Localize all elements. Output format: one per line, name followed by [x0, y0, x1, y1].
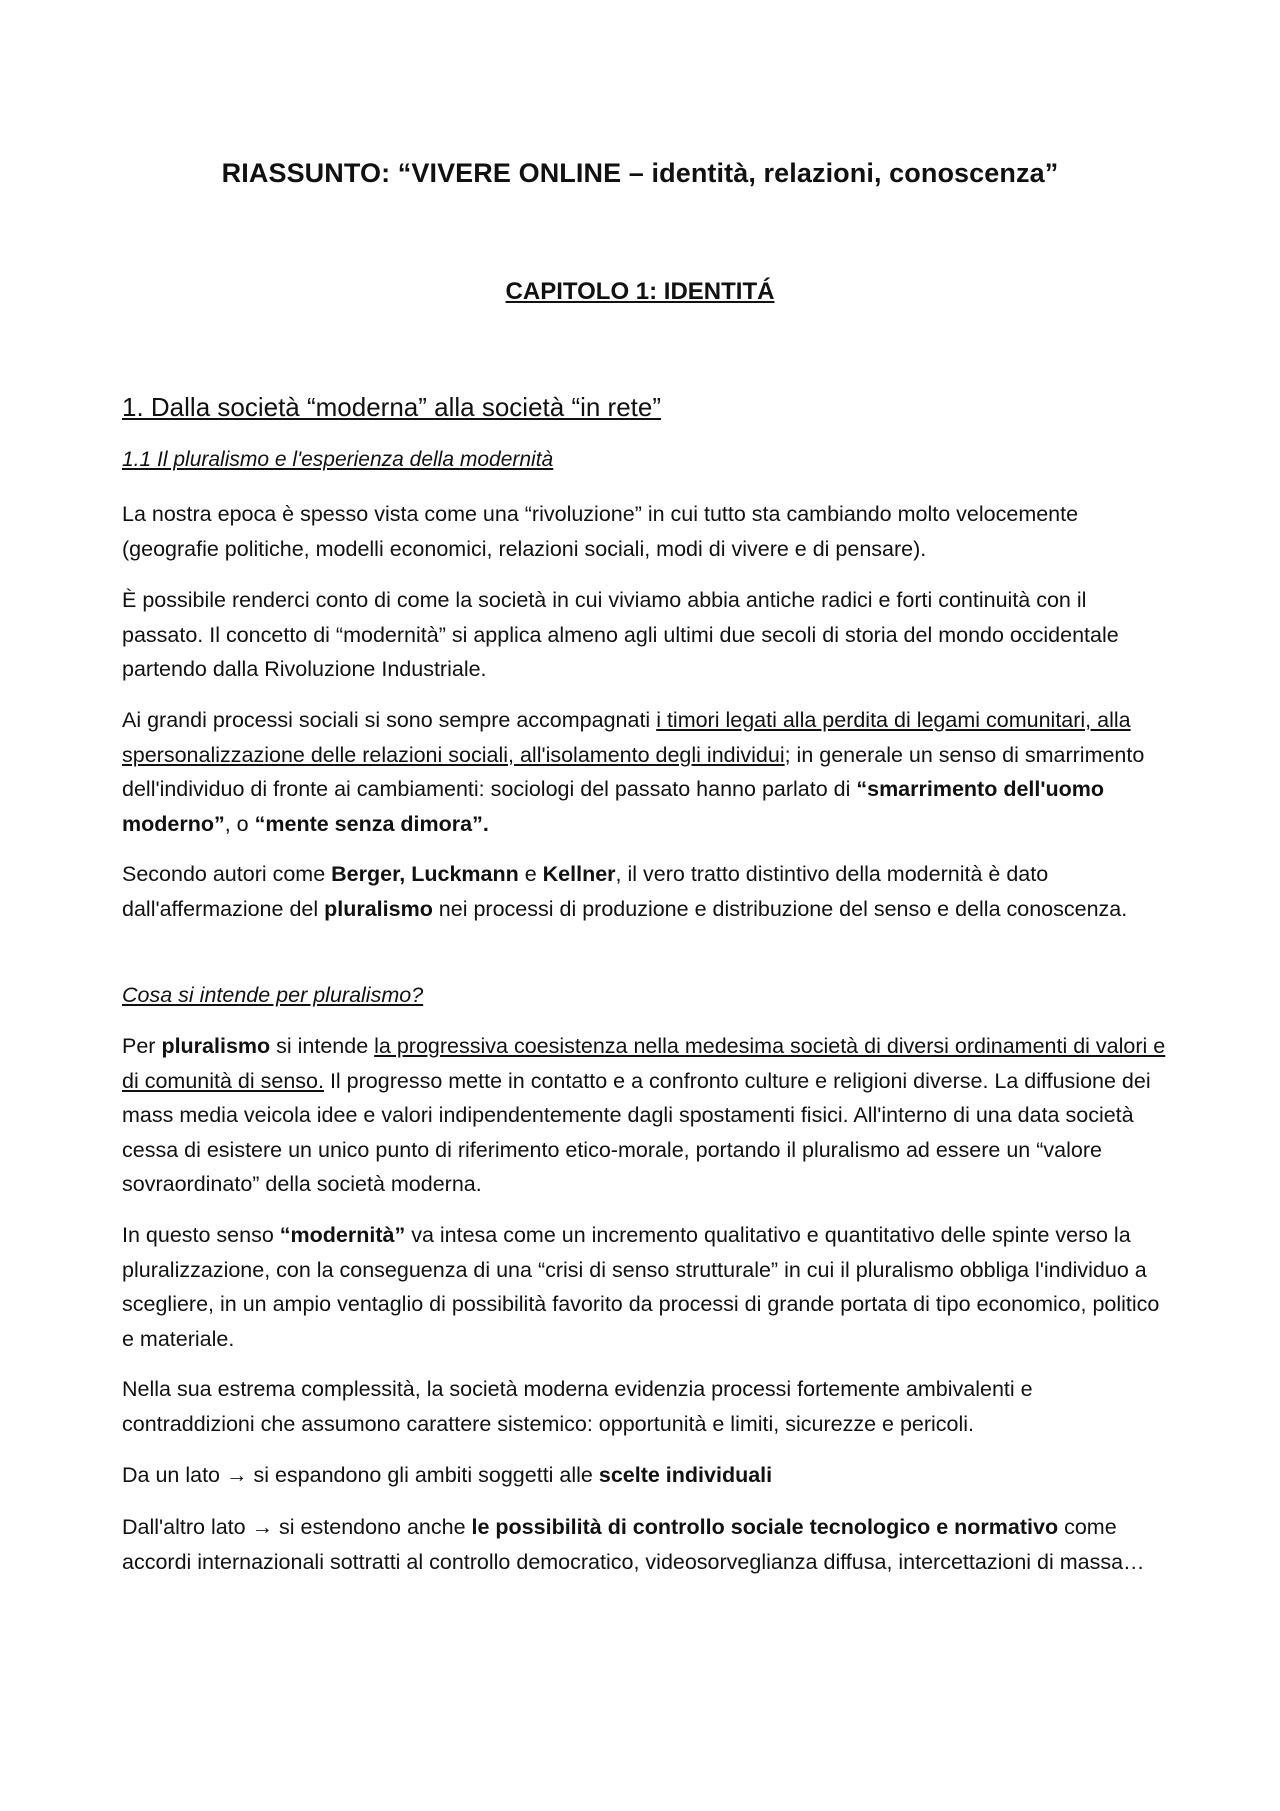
paragraph-3-underlined: i timori legati alla perdita di legami comunitari, alla spersonalizzazione delle relazioni sociali, all'isolamento degli individui: [122, 708, 1131, 767]
chapter-heading: CAPITOLO 1: IDENTITÁ: [505, 278, 775, 305]
paragraph-6-bold: “modernità”: [279, 1223, 406, 1247]
section-heading: 1. Dalla società “moderna” alla società “in rete”: [122, 392, 662, 422]
paragraph-3-text: , o: [224, 811, 255, 836]
paragraph-4-text: , il vero tratto distintivo della modernità è dato dall'affermazione del: [122, 862, 1049, 921]
paragraph-8: [122, 1458, 1167, 1493]
paragraph-5: [122, 1029, 1167, 1202]
paragraph-3-bold: “mente senza dimora”.: [254, 811, 489, 836]
paragraph-5-bold: pluralismo: [161, 1034, 271, 1058]
document-title: RIASSUNTO: “VIVERE ONLINE – identità, relazioni, conoscenza”: [221, 158, 1059, 188]
paragraph-7: Nella sua estrema complessità, la società moderna evidenzia processi fortemente ambivalenti e contraddizioni che assumono carattere sistemico: opportunità e limiti, sicurezze e pericoli.: [122, 1377, 1033, 1436]
paragraph-5-text: Per: [122, 1034, 162, 1058]
paragraph-1: La nostra epoca è spesso vista come una “rivoluzione” in cui tutto sta cambiando molto velocemente (geografie politiche, modelli economici, relazioni sociali, modi di vivere e di pensare).: [122, 502, 1079, 561]
paragraph-9-text: Dall'altro lato → si estendono anche: [122, 1515, 472, 1539]
paragraph-9-text: come accordi internazionali sottratti al controllo democratico, videosorveglianza diffusa, intercettazioni di massa…: [122, 1515, 1145, 1574]
paragraph-4-bold: Berger, Luckmann: [331, 862, 519, 886]
paragraph-4: [122, 857, 1167, 926]
paragraph-6-text: In questo senso: [122, 1223, 280, 1247]
paragraph-4-text: nei processi di produzione e distribuzione del senso e della conoscenza.: [432, 896, 1128, 921]
paragraph-6: [122, 1218, 1167, 1356]
paragraph-9-bold: le possibilità di controllo sociale tecnologico e normativo: [471, 1515, 1059, 1539]
paragraph-8-text: Da un lato → si espandono gli ambiti soggetti alle: [122, 1463, 599, 1487]
paragraph-3-text: ; in generale un senso di smarrimento dell'individuo di fronte ai cambiamenti: sociologi del passato hanno parlato di: [122, 742, 1145, 801]
paragraph-4-text: Secondo autori come: [122, 862, 332, 886]
paragraph-3-text: Ai grandi processi sociali si sono sempre accompagnati: [122, 708, 657, 732]
paragraph-5-text: Il progresso mette in contatto e a confronto culture e religioni diverse. La diffusione dei mass media veicola idee e valori indipendentemente dagli spostamenti fisici. All'interno di una data società cessa di esistere un unico punto di riferimento etico-morale, portando il pluralismo ad essere un “valore sovraordinato” della società moderna.: [122, 1068, 1151, 1196]
paragraph-5-text: si intende: [270, 1034, 375, 1058]
paragraph-2: È possibile renderci conto di come la società in cui viviamo abbia antiche radici e forti continuità con il passato. Il concetto di “modernità” si applica almeno agli ultimi due secoli di storia del mondo occidentale partendo dalla Rivoluzione Industriale.: [122, 588, 1119, 681]
paragraph-3: [122, 703, 1167, 841]
paragraph-3-bold: “smarrimento dell'uomo moderno”: [122, 777, 1104, 836]
paragraph-9: [122, 1510, 1167, 1579]
paragraph-8-bold: scelte individuali: [598, 1463, 773, 1487]
subsection-heading: 1.1 Il pluralismo e l'esperienza della modernità: [122, 448, 554, 471]
paragraph-4-text: e: [518, 862, 543, 886]
question-heading: Cosa si intende per pluralismo?: [122, 983, 424, 1007]
paragraph-4-bold: Kellner: [542, 862, 616, 886]
paragraph-4-bold: pluralismo: [324, 896, 433, 921]
paragraph-6-text: va intesa come un incremento qualitativo e quantitativo delle spinte verso la pluralizzazione, con la conseguenza di una “crisi di senso strutturale” in cui il pluralismo obbliga l'individuo a scegliere, in un ampio ventaglio di possibilità favorito da processi di grande portata di tipo economico, politico e materiale.: [122, 1223, 1160, 1351]
paragraph-5-underlined: la progressiva coesistenza nella medesima società di diversi ordinamenti di valori e di comunità di senso.: [122, 1034, 1166, 1093]
